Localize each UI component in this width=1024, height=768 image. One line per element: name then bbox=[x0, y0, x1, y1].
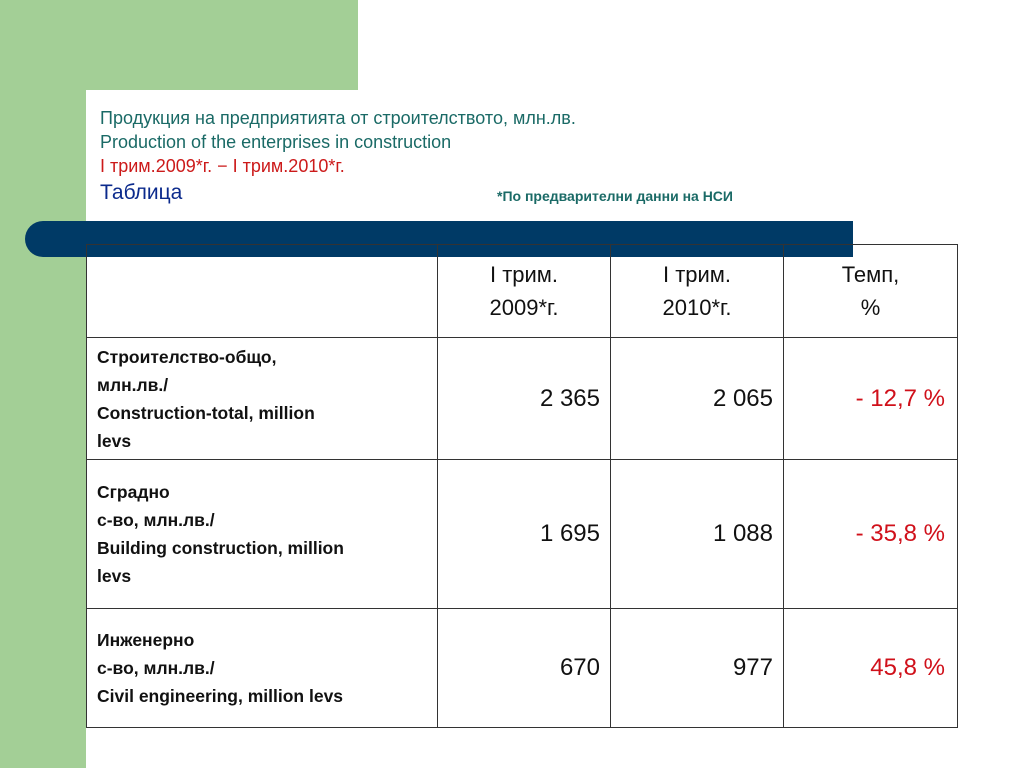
row-label bbox=[87, 609, 438, 728]
header-q2009-line2: 2009*г. bbox=[489, 295, 559, 320]
green-side-band bbox=[0, 0, 86, 768]
row-label-line: Строителство-общо, bbox=[97, 346, 277, 367]
row-label-line: Building construction, million bbox=[97, 538, 344, 558]
value-q2010: 977 bbox=[611, 609, 784, 728]
title-period: I трим.2009*г. − I трим.2010*г. bbox=[100, 156, 345, 176]
header-rate bbox=[784, 245, 958, 338]
row-label-line: Сградно bbox=[97, 482, 170, 502]
table-row-building bbox=[87, 460, 958, 609]
header-q2010-line2: 2010*г. bbox=[662, 295, 732, 320]
value-q2009: 1 695 bbox=[438, 460, 611, 609]
table-row-civil-engineering bbox=[87, 609, 958, 728]
title-line-bg: Продукция на предприятията от строителството, млн.лв. bbox=[100, 108, 576, 128]
row-label bbox=[87, 460, 438, 609]
title-line-en: Production of the enterprises in construction bbox=[100, 132, 452, 152]
source-note: *По предварителни данни на НСИ bbox=[497, 188, 733, 204]
value-q2009: 2 365 bbox=[438, 338, 611, 460]
header-rate-line1: Темп, bbox=[841, 262, 900, 287]
row-label-line: млн.лв./ bbox=[97, 374, 169, 395]
table-header-row bbox=[87, 245, 958, 338]
row-label-line: Инженерно bbox=[97, 630, 195, 650]
value-q2010: 1 088 bbox=[611, 460, 784, 609]
row-label bbox=[87, 338, 438, 460]
header-q2009 bbox=[438, 245, 611, 338]
row-label-line: с-во, млн.лв./ bbox=[97, 658, 215, 678]
value-q2010: 2 065 bbox=[611, 338, 784, 460]
row-label-line: Civil engineering, million levs bbox=[97, 686, 344, 706]
header-q2010 bbox=[611, 245, 784, 338]
header-q2010-line1: I трим. bbox=[662, 262, 732, 287]
row-label-line: Construction-total, million bbox=[97, 402, 315, 423]
row-label-line: с-во, млн.лв./ bbox=[97, 510, 215, 530]
slide-title bbox=[100, 106, 576, 178]
value-rate: - 12,7 % bbox=[784, 338, 958, 460]
row-label-line: levs bbox=[97, 430, 132, 451]
value-rate: 45,8 % bbox=[784, 609, 958, 728]
row-label-line: levs bbox=[97, 566, 132, 586]
header-empty-cell bbox=[87, 245, 438, 338]
table-label: Таблица bbox=[100, 181, 183, 204]
value-rate: - 35,8 % bbox=[784, 460, 958, 609]
table-row-construction-total bbox=[87, 338, 958, 460]
data-table bbox=[86, 244, 958, 728]
header-rate-line2: % bbox=[860, 295, 881, 320]
value-q2009: 670 bbox=[438, 609, 611, 728]
header-q2009-line1: I трим. bbox=[489, 262, 559, 287]
